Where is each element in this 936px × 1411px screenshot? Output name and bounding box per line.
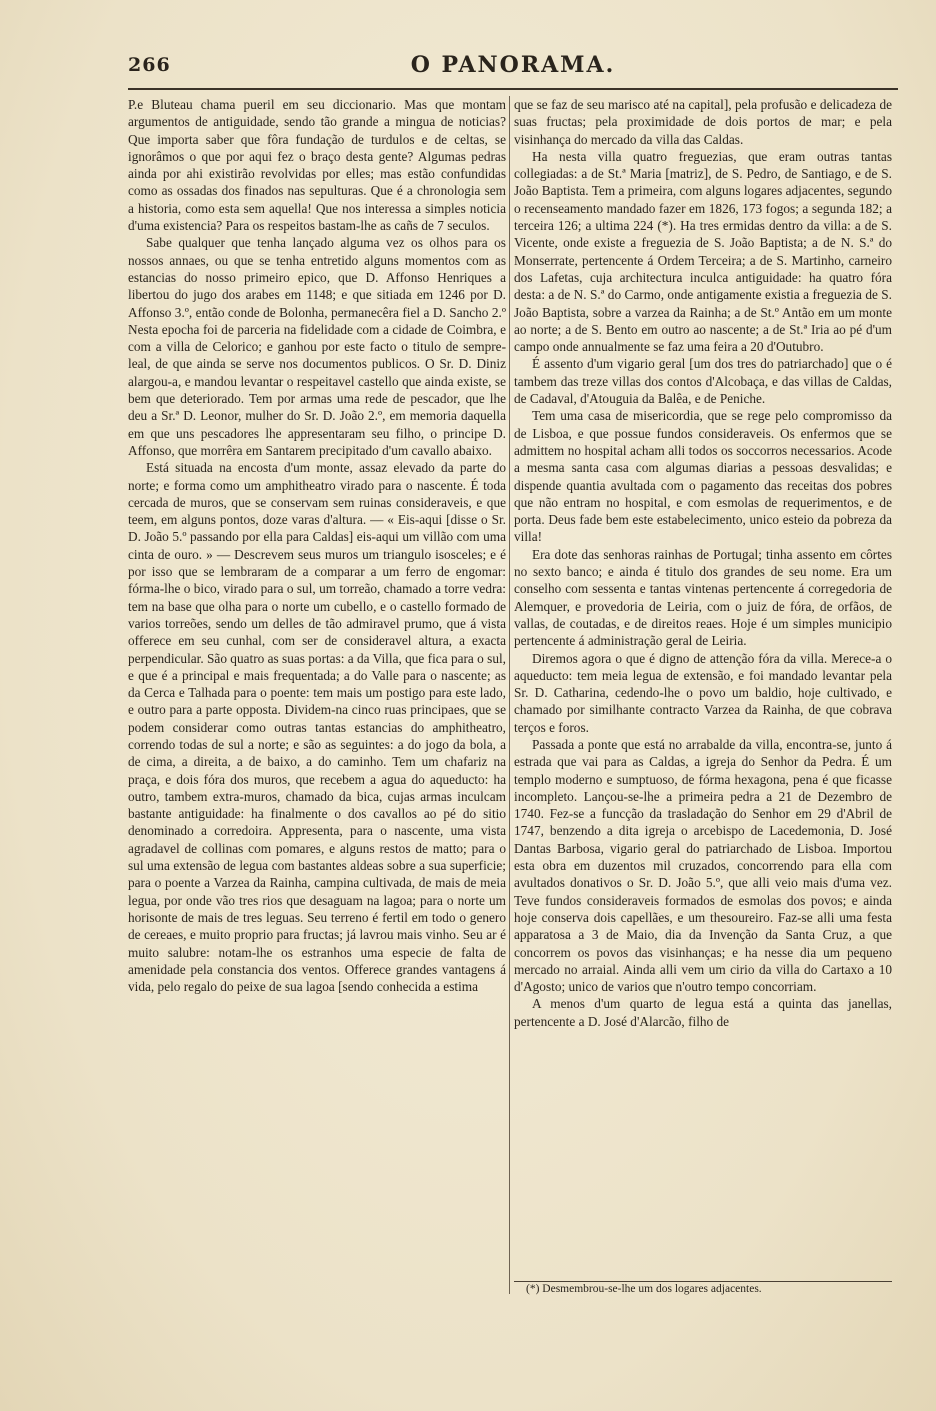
left-column	[128, 96, 506, 995]
running-title: O PANORAMA.	[410, 52, 616, 78]
paragraph: Ha nesta villa quatro freguezias, que eram outras tantas collegiadas: a de St.ª Maria [matriz], de S. Pedro, de Santiago, e de S. João Baptista. Tem a primeira, com alguns logares adjacentes, segundo o recenseamento mandado fazer em 1826, 173 fogos; a segunda 182; a terceira 126; a ultima 224 (*). Ha tres ermidas dentro da villa: a de S. Vicente, onde existe a freguezia de S. João Baptista; a de N. S.ª do Monserrate, pertencente á Ordem Terceira; a de S. Martinho, carneiro dos Lafetas, cuja architectura inculca antiguidade: ha quatro fóra desta: a de N. S.ª do Carmo, onde antigamente existia a freguezia de S. João Baptista, sobre a varzea da Rainha; a de St.º Antão em um monte ao norte; a de S. Bento em outro ao nascente; a de St.ª Iria ao pé d'um campo onde annualmente se faz uma feira a 20 d'Outubro.	[514, 148, 892, 355]
paragraph: É assento d'um vigario geral [um dos tres do patriarchado] que o é tambem das treze villas dos contos d'Alcobaça, e das villas de Caldas, de Cadaval, d'Atouguia da Balêa, e de Peniche.	[514, 356, 892, 407]
page-number: 266	[128, 54, 171, 76]
paragraph: Tem uma casa de misericordia, que se rege pelo compromisso da de Lisboa, e que possue fundos consideraveis. Os enfermos que se admittem no hospital acham alli todos os soccorros necessarios. Acode a mesma santa casa com algumas diarias a pessoas desvalidas; e dispende quantia avultada com o pagamento das receitas dos pobres que não entram no hospital, e com esmolas de requerimentos, e de porta. Deus fade bem este estabelecimento, unico esteio da pobreza da villa!	[514, 408, 892, 545]
paragraph: Diremos agora o que é digno de attenção fóra da villa. Merece-a o aqueducto: tem meia legua de extensão, e foi mandado levantar pela Sr. D. Catharina, cedendo-lhe o povo um baldio, hoje cultivado, e chamado por similhante contracto Varzea da Rainha, de que cobrava terços e foros.	[514, 650, 892, 735]
paragraph: Era dote das senhoras rainhas de Portugal; tinha assento em côrtes no sexto banco; e ainda é titulo dos grandes de seu nome. Era um conselho com sessenta e tantas vintenas pertencente á corregedoria de Alemquer, e provedoria de Leiria, com o juiz de fóra, de orfãos, de vallas, de coutadas, e de direitos reaes. Hoje é um simples municipio pertencente á administração geral de Leiria.	[514, 546, 892, 649]
paragraph: Sabe qualquer que tenha lançado alguma vez os olhos para os nossos annaes, ou que se tenha entretido alguns momentos com as estancias do nosso primeiro epico, que D. Affonso Henriques a libertou do jugo dos arabes em 1148; e que sitiada em 1246 por D. Affonso 3.º, então conde de Bolonha, permanecêra fiel a D. Sancho 2.º Nesta epocha foi de parceria na fidelidade com a cidade de Coimbra, e com a villa de Celorico; e ganhou por este facto o titulo de sempre-leal, de que ainda se serve nos documentos publicos. O Sr. D. Diniz alargou-a, e mandou levantar o respeitavel castello que ainda existe, se bem que deteriorado. Tem por armas uma rede de pescador, que lhe deu a Sr.ª D. Leonor, mulher do Sr. D. João 2.º, em memoria daquella em que uns pescadores lhe appresentaram seu filho, o principe D. Affonso, que morrêra em Santarem precipitado d'um cavallo abaixo.	[128, 235, 506, 458]
paragraph: A menos d'um quarto de legua está a quinta das janellas, pertencente a D. José d'Alarcão, filho de	[514, 996, 892, 1029]
right-column	[514, 96, 892, 1030]
footnote: (*) Desmembrou-se-lhe um dos logares adjacentes.	[526, 1283, 762, 1295]
paragraph: P.e Bluteau chama pueril em seu diccionario. Mas que montam argumentos de antiguidade, sendo tão grande a mingua de noticias? Que importa saber que fôra fundação de turdulos e de celtas, se ignorâmos o que por aqui fez o braço desta gente? Algumas pedras ainda por ahi existirão revolvidas por elles; mas estão confundidas como as ossadas dos finados nas sepulturas. Que é a chronologia sem a historia, como esta sem aquella! Que nos interessa a simples noticia d'uma existencia? Para os respeitos bastam-lhe as cañs de 7 seculos.	[128, 97, 506, 234]
paragraph: que se faz de seu marisco até na capital], pela profusão e delicadeza de suas fructas; pela proximidade de dois portos de mar; e pela visinhança do mercado da villa das Caldas.	[514, 97, 892, 147]
paragraph: Passada a ponte que está no arrabalde da villa, encontra-se, junto á estrada que vai para as Caldas, a igreja do Senhor da Pedra. É um templo moderno e sumptuoso, de fórma hexagona, pena é que ficasse incompleto. Lançou-se-lhe a primeira pedra a 21 de Dezembro de 1740. Fez-se a funcção da trasladação do Senhor em 29 d'Abril de 1747, benzendo a dita igreja o arcebispo de Lacedemonia, D. José Dantas Barbosa, vigario geral do patriarchado de Lisboa. Importou esta obra em duzentos mil cruzados, concorrendo para ella com avultados donativos o Sr. D. João 5.º, que alli veio mais d'uma vez. Teve fundos consideraveis formados de esmolas dos povos; e ainda hoje conserva dois capellães, e um thesoureiro. Faz-se alli uma festa apparatosa a 3 de Maio, dia da Invenção da Santa Cruz, a que concorrem os povos das visinhanças; e ha nesse dia um pequeno mercado no arraial. Ainda alli vem um cirio da villa do Cartaxo a 10 d'Agosto; unico de varios que n'outro tempo concorriam.	[514, 736, 892, 995]
header-rule	[128, 88, 898, 90]
column-divider	[509, 96, 510, 1294]
paragraph: Está situada na encosta d'um monte, assaz elevado da parte do norte; e forma como um amphitheatro virado para o nascente. É toda cercada de muros, que se conservam sem ruinas consideraveis, e que teem, em alguns pontos, doze varas d'altura. — « Eis-aqui [disse o Sr. D. João 5.º passando por ella para Caldas] eis-aqui um villão com uma cinta de ouro. » — Descrevem seus muros um triangulo isosceles; e é por isso que se lembraram de a comparar a um ferro de engomar: fórma-lhe o bico, virado para o sul, um torreão, chamado a torre vedra: tem na base que olha para o norte um cubello, e o castello formado de varios torreões, sendo um delles de tão admiravel prumo, que á vista offerece em seu cunhal, com ser de consideravel altura, a exacta perpendicular. São quatro as suas portas: a da Villa, que fica para o sul, e que é a principal e mais frequentada; a do Valle para o nascente; as da Cerca e Talhada para o poente: tem mais um postigo para este lado, e outro para a parte opposta. Dividem-na cinco ruas principaes, que se podem considerar como outras tantas estancias do amphitheatro, correndo todas de sul a norte; e são as seguintes: a do jogo da bola, a de cima, a direita, a de baixo, a do caminho. Tem um chafariz na praça, e dois fóra dos muros, que recebem a agua do aqueducto: ha outro, tambem extra-muros, chamado da bica, cujas armas inculcam bastante antiguidade: ha finalmente o dos cavallos ao pé do sitio denominado a corredoira. Appresenta, para o nascente, uma vista agradavel de collinas com pomares, e alguns restos de matto; para o sul uma extensão de legua com bastantes aldeas sobre a sua superficie; para o poente a Varzea da Rainha, campina cultivada, de mais de meia legua, por onde vão tres rios que desaguam na lagoa; para o norte um horisonte de mais de tres leguas. Seu terreno é fertil em todo o genero de cereaes, e muito proprio para fructas; já lavrou mais vinho. Seu ar é muito salubre: notam-lhe os estranhos uma especie de falta de amenidade pela constancia dos ventos. Offerece grandes vantagens á vida, pelo regalo do peixe de sua lagoa [sendo conhecida a estima	[128, 460, 506, 995]
page-header	[128, 50, 898, 86]
